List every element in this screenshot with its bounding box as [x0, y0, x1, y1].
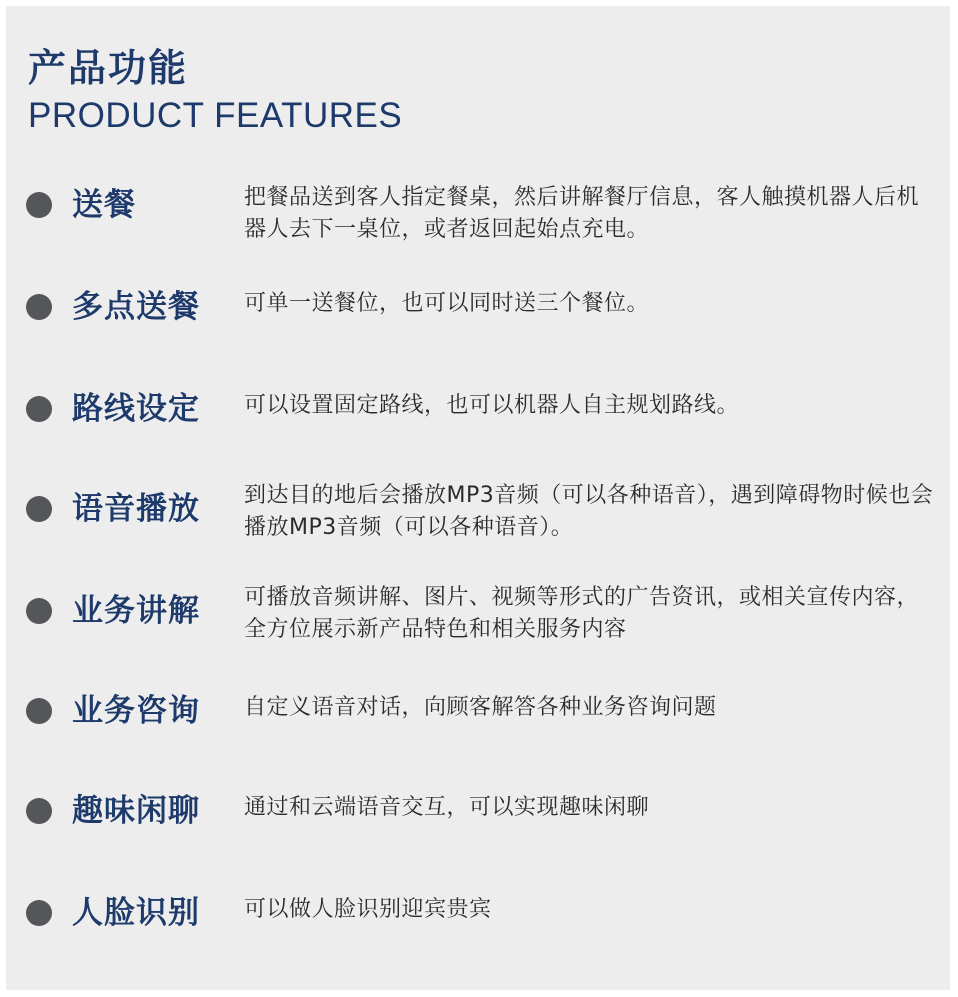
bullet-icon [26, 396, 52, 422]
feature-description: 把餐品送到客人指定餐桌，然后讲解餐厅信息，客人触摸机器人后机器人去下一桌位，或者返回起始点充电。 [244, 185, 920, 242]
feature-description: 可播放音频讲解、图片、视频等形式的广告资讯，或相关宣传内容，全方位展示新产品特色和相关服务内容 [244, 585, 920, 642]
feature-description: 到达目的地后会播放MP3音频（可以各种语音），遇到障碍物时候也会播放MP3音频（可以各种语音）。 [244, 483, 934, 540]
feature-name: 路线设定 [72, 391, 200, 427]
bullet-icon [26, 900, 52, 926]
bullet-icon [26, 496, 52, 522]
feature-description: 可以做人脸识别迎宾贵宾 [244, 897, 492, 922]
feature-name: 趣味闲聊 [72, 793, 200, 829]
feature-name: 多点送餐 [72, 289, 200, 325]
feature-description: 自定义语音对话，向顾客解答各种业务咨询问题 [244, 695, 717, 720]
feature-name: 人脸识别 [72, 895, 200, 931]
bullet-icon [26, 294, 52, 320]
bullet-icon [26, 192, 52, 218]
page-subtitle: PRODUCT FEATURES [28, 96, 403, 135]
bullet-icon [26, 598, 52, 624]
feature-description: 通过和云端语音交互，可以实现趣味闲聊 [244, 795, 650, 820]
feature-name: 业务咨询 [72, 693, 200, 729]
bullet-icon [26, 698, 52, 724]
feature-name: 语音播放 [72, 491, 200, 527]
bullet-icon [26, 798, 52, 824]
page-title: 产品功能 [28, 46, 189, 90]
feature-name: 送餐 [72, 187, 136, 223]
feature-description: 可单一送餐位，也可以同时送三个餐位。 [244, 291, 650, 316]
feature-description: 可以设置固定路线，也可以机器人自主规划路线。 [244, 393, 740, 418]
features-panel [6, 6, 950, 990]
feature-name: 业务讲解 [72, 593, 200, 629]
